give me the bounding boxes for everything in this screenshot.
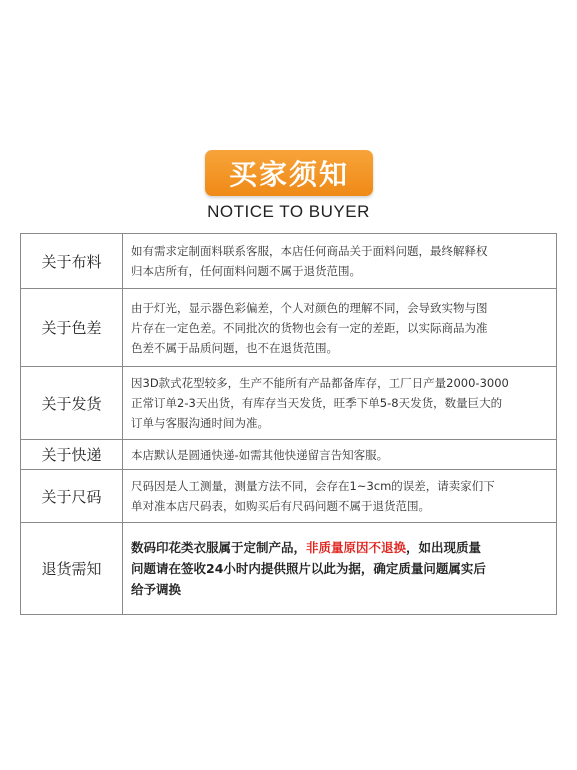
table-row (21, 523, 557, 615)
returns-text-end: ，如出现质量 问题请在签收24小时内提供照片以此为据，确定质量问题属实后 给予调换 (131, 540, 486, 597)
row-label-courier: 关于快递 (21, 440, 123, 470)
row-text-courier: 本店默认是圆通快递-如需其他快递留言告知客服。 (123, 440, 557, 470)
row-label-returns: 退货需知 (21, 523, 123, 615)
table-row (21, 440, 557, 470)
page-subtitle: NOTICE TO BUYER (207, 202, 370, 221)
row-label-shipping: 关于发货 (21, 367, 123, 440)
returns-highlight: 非质量原因不退换 (306, 540, 407, 555)
title-badge (205, 150, 373, 196)
row-text-returns (123, 523, 557, 615)
notice-table (20, 233, 557, 615)
page-title: 买家须知 (228, 158, 349, 191)
table-row (21, 470, 557, 523)
row-text-size: 尺码因是人工测量，测量方法不同，会存在1~3cm的误差，请卖家们下 单对准本店尺码表，如购买后有尺码问题不属于退货范围。 (123, 470, 557, 523)
table-row (21, 234, 557, 289)
returns-text-start: 数码印花类衣服属于定制产品， (131, 540, 307, 555)
table-row (21, 289, 557, 367)
table-row (21, 367, 557, 440)
row-label-color-difference: 关于色差 (21, 289, 123, 367)
row-text-shipping: 因3D款式花型较多，生产不能所有产品都备库存，工厂日产量2000-3000 正常订单2-3天出货，有库存当天发货，旺季下单5-8天发货，数量巨大的 订单与客服沟通时间为准。 (123, 367, 557, 440)
row-label-size: 关于尺码 (21, 470, 123, 523)
row-text-fabric: 如有需求定制面料联系客服，本店任何商品关于面料问题，最终解释权 归本店所有，任何面料问题不属于退货范围。 (123, 234, 557, 289)
row-label-fabric: 关于布料 (21, 234, 123, 289)
row-text-color-difference: 由于灯光，显示器色彩偏差，个人对颜色的理解不同，会导致实物与图 片存在一定色差。不同批次的货物也会有一定的差距，以实际商品为准 色差不属于品质问题，也不在退货范围。 (123, 289, 557, 367)
